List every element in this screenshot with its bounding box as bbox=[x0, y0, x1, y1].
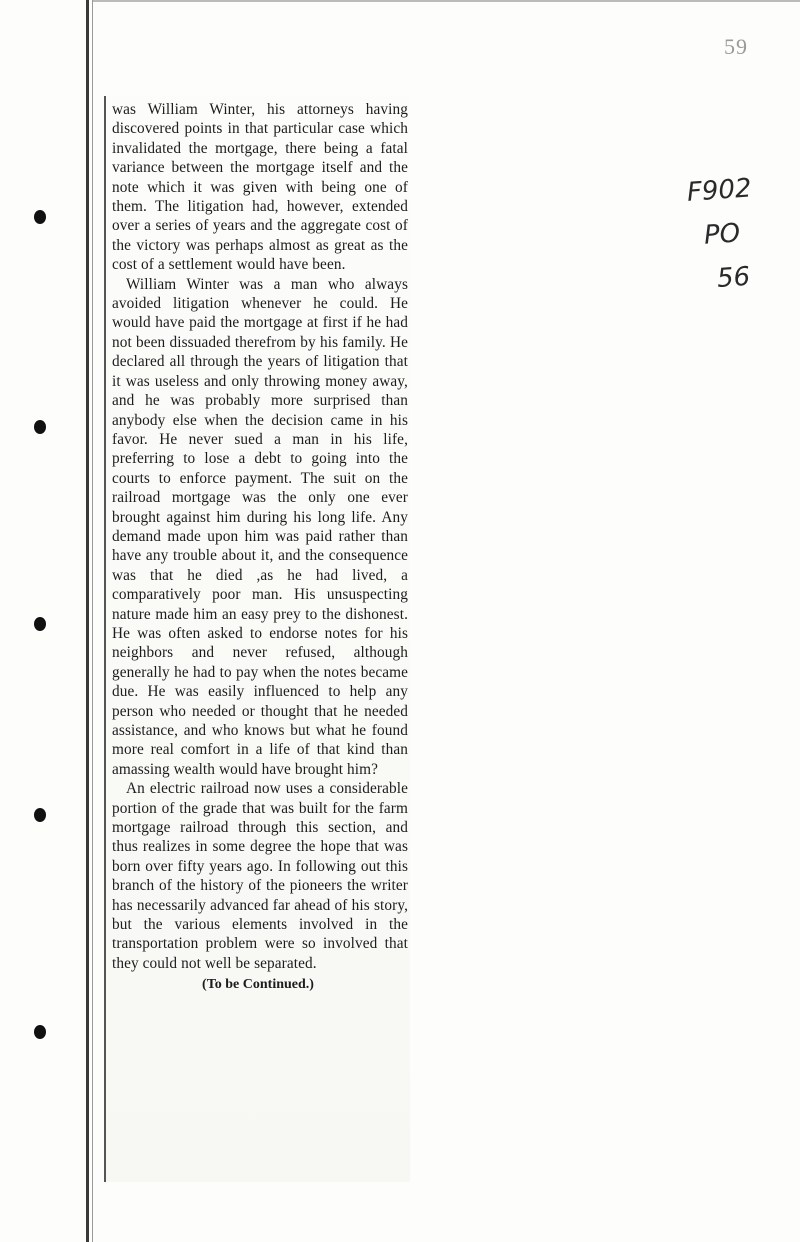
article-paragraph: William Winter was a man who always avoided litigation whenever he could. He would have paid the mortgage at first if he had not been dissuaded therefrom by his family. He declared all through the years of litigation that it was useless and only throwing money away, and he was probably more surprised than anybody else when the decision came in his favor. He never sued a man in his life, preferring to lose a debt to going into the courts to enforce payment. The suit on the railroad mortgage was the only one ever brought against him during his long life. Any demand made upon him was paid rather than have any trouble about it, and the consequence was that he died ,as he had lived, a comparatively poor man. His unsuspecting nature made him an easy prey to the dishonest. He was often asked to endorse notes for his neighbors and never refused, although generally he had to pay when the notes became due. He was easily influenced to help any person who needed or thought that he needed assistance, and who knows but what he found more real comfort in a life of that kind than amassing wealth would have brought him? bbox=[112, 275, 408, 778]
punch-hole bbox=[34, 210, 46, 224]
page-number: 59 bbox=[724, 34, 748, 59]
punch-hole bbox=[34, 808, 46, 822]
article-paragraph: was William Winter, his attorneys having discovered points in that particular case which invalidated the mortgage, there being a fatal variance between the mortgage itself and the note which it was given with being one of them. The litigation had, however, extended over a series of years and the aggregate cost of the victory was perhaps almost as great as the cost of a settlement would have been. bbox=[112, 101, 408, 274]
punch-hole bbox=[34, 420, 46, 434]
article-paragraph: An electric railroad now uses a considerable portion of the grade that was built for the farm mortgage railroad through this section, and thus realizes in some degree the hope that was born over fifty years ago. In following out this branch of the history of the pioneers the writer has necessarily advanced far ahead of his story, but the various elements involved in the transportation problem were so involved that they could not well be separated. bbox=[112, 780, 408, 972]
newspaper-clipping bbox=[104, 96, 410, 1182]
binding-rule bbox=[86, 0, 89, 1242]
binding-rule-inner bbox=[92, 0, 93, 1242]
handwritten-line: F902 bbox=[685, 173, 753, 208]
handwritten-line: 56 bbox=[716, 261, 752, 294]
handwritten-line: PO bbox=[703, 218, 742, 251]
top-edge-rule bbox=[93, 0, 800, 2]
punch-hole bbox=[34, 617, 46, 631]
handwritten-note bbox=[685, 165, 774, 302]
punch-hole bbox=[34, 1025, 46, 1039]
continued-note: (To be Continued.) bbox=[202, 977, 314, 993]
